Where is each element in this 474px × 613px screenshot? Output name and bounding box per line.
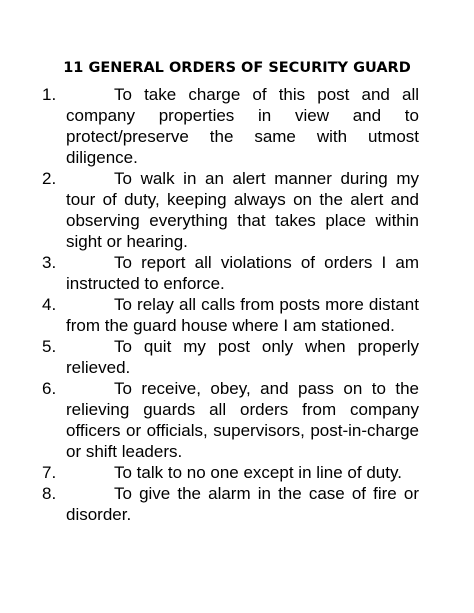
order-text: To talk to no one except in line of duty.	[114, 463, 402, 482]
order-number: 2.	[42, 169, 57, 188]
order-number: 5.	[42, 337, 57, 356]
order-text: To relay all calls from posts more distant from the guard house where I am stationed.	[66, 295, 419, 335]
order-item-6	[42, 378, 419, 462]
order-text: To receive, obey, and pass on to the relieving guards all orders from company officers or officials, supervisors, post-in-charge or shift leaders.	[66, 379, 419, 461]
order-number: 7.	[42, 463, 57, 482]
order-text: To give the alarm in the case of fire or disorder.	[66, 484, 419, 524]
order-item-2	[42, 168, 419, 252]
order-text: To quit my post only when properly relieved.	[66, 337, 419, 377]
order-number: 1.	[42, 85, 57, 104]
order-item-8	[42, 483, 419, 525]
order-item-7	[42, 462, 419, 483]
order-item-5	[42, 336, 419, 378]
general-orders-list	[42, 84, 419, 525]
order-number: 4.	[42, 295, 57, 314]
order-text: To report all violations of orders I am instructed to enforce.	[66, 253, 419, 293]
order-number: 3.	[42, 253, 57, 272]
order-number: 6.	[42, 379, 57, 398]
page-title: 11 GENERAL ORDERS OF SECURITY GUARD	[63, 60, 411, 76]
order-item-3	[42, 252, 419, 294]
order-item-1	[42, 84, 419, 168]
order-number: 8.	[42, 484, 57, 503]
order-item-4	[42, 294, 419, 336]
order-text: To walk in an alert manner during my tour of duty, keeping always on the alert and observing everything that takes place within sight or hearing.	[66, 169, 419, 251]
order-text: To take charge of this post and all company properties in view and to protect/preserve the same with utmost diligence.	[66, 85, 419, 167]
